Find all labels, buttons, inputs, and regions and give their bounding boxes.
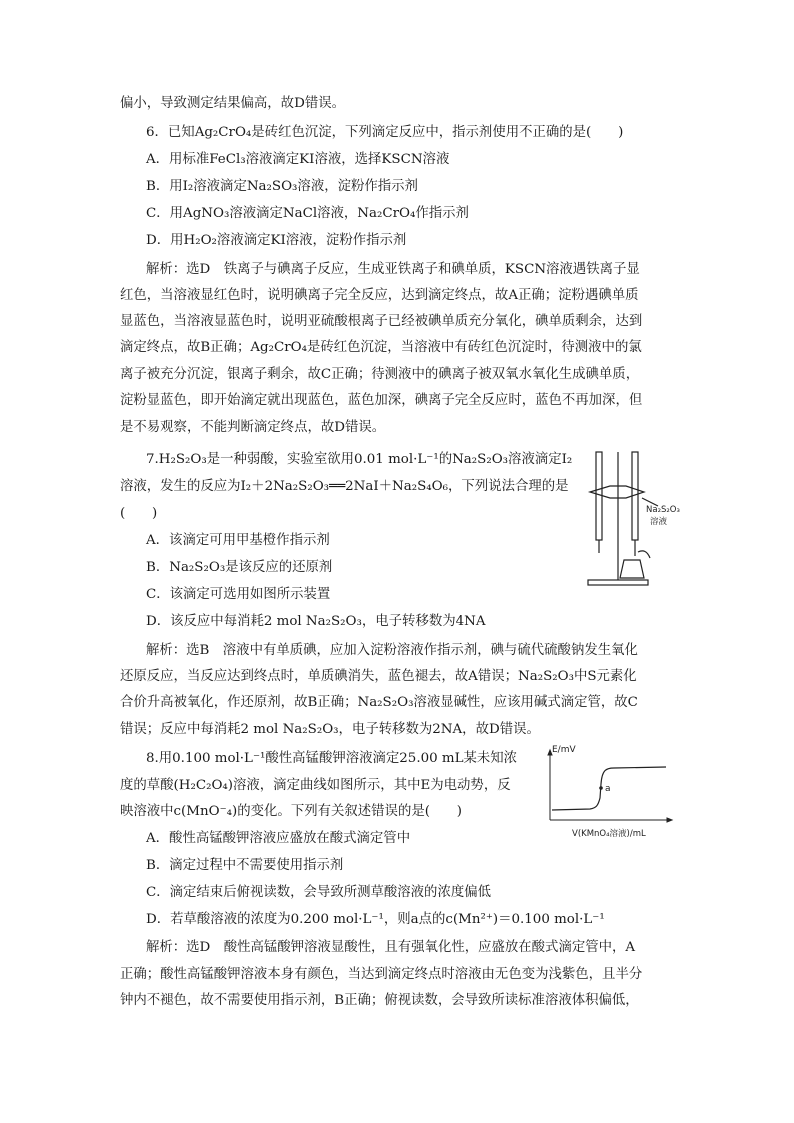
question-6-option-b: B．用I₂溶液滴定Na₂SO₃溶液，淀粉作指示剂 bbox=[146, 179, 418, 194]
x-axis-label: V(KMnO₄溶液)/mL bbox=[572, 829, 646, 839]
question-8-option-d: D．若草酸溶液的浓度为0.200 mol·L⁻¹，则a点的c(Mn²⁺)＝0.100 mol·L⁻¹ bbox=[146, 912, 605, 927]
conical-flask bbox=[620, 560, 644, 578]
question-7-option-b: B．Na₂S₂O₃是该反应的还原剂 bbox=[146, 560, 333, 575]
answer-6-line-5: 离子被充分沉淀，银离子剩余，故C正确；待测液中的碘离子被双氧水氧化生成碘单质， bbox=[120, 367, 640, 382]
question-7-stem-3: ( ) bbox=[120, 506, 158, 521]
question-7-stem-2: 溶液，发生的反应为I₂＋2Na₂S₂O₃══2NaI＋Na₂S₄O₆，下列说法合理的是 bbox=[120, 479, 569, 494]
question-6-option-d: D．用H₂O₂溶液滴定KI溶液，淀粉作指示剂 bbox=[146, 233, 407, 248]
stand-base bbox=[588, 580, 648, 585]
question-8-stem-2: 度的草酸(H₂C₂O₄)溶液，滴定曲线如图所示，其中E为电动势，反 bbox=[120, 778, 511, 793]
question-7-option-c: C．该滴定可选用如图所示装置 bbox=[146, 587, 331, 602]
answer-6-line-1: 解析：选D 铁离子与碘离子反应，生成亚铁离子和碘单质，KSCN溶液遇铁离子显 bbox=[146, 262, 640, 277]
answer-7-line-1: 解析：选B 溶液中有单质碘，应加入淀粉溶液作指示剂，碘与硫代硫酸钠发生氧化 bbox=[146, 643, 638, 658]
answer-8-line-3: 钟内不褪色，故不需要使用指示剂，B正确；俯视读数，会导致所读标准溶液体积偏低， bbox=[120, 993, 639, 1008]
question-8-option-c: C．滴定结束后俯视读数，会导致所测草酸溶液的浓度偏低 bbox=[146, 885, 492, 900]
answer-6-line-3: 显蓝色，当溶液显蓝色时，说明亚硫酸根离子已经被碘单质充分氧化，碘单质剩余，达到 bbox=[120, 314, 643, 329]
question-8-stem-3: 映溶液中c(MnO⁻₄)的变化。下列有关叙述错误的是( ) bbox=[120, 804, 462, 819]
answer-6-line-6: 淀粉显蓝色，即开始滴定就出现蓝色，蓝色加深，碘离子完全反应时，蓝色不再加深，但 bbox=[120, 393, 643, 408]
burette-clamp bbox=[590, 486, 644, 498]
y-axis-label: E/mV bbox=[552, 745, 576, 755]
titration-curve-figure bbox=[538, 742, 678, 842]
answer-6-line-7: 是不易观察，不能判断滴定终点，故D错误。 bbox=[120, 420, 386, 435]
answer-7-line-4: 错误；反应中每消耗2 mol Na₂S₂O₃，电子转移数为2NA，故D错误。 bbox=[120, 722, 540, 737]
question-7-option-d: D．该反应中每消耗2 mol Na₂S₂O₃，电子转移数为4NA bbox=[146, 614, 486, 629]
x-axis-arrow bbox=[667, 818, 672, 822]
point-a-marker bbox=[599, 786, 603, 790]
answer-6-line-2: 红色，当溶液显红色时，说明碘离子完全反应，达到滴定终点，故A正确；淀粉遇碘单质 bbox=[120, 288, 639, 303]
left-burette bbox=[596, 452, 602, 540]
answer-8-line-2: 正确；酸性高锰酸钾溶液本身有颜色，当达到滴定终点时溶液由无色变为浅紫色，且半分 bbox=[120, 967, 643, 982]
answer-6-line-4: 滴定终点，故B正确；Ag₂CrO₄是砖红色沉淀，当溶液中有砖红色沉淀时，待测液中的氯 bbox=[120, 340, 642, 355]
solution-label-2: 溶液 bbox=[650, 517, 668, 527]
question-7-option-a: A．该滴定可用甲基橙作指示剂 bbox=[146, 533, 330, 548]
answer-8-line-1: 解析：选D 酸性高锰酸钾溶液显酸性，且有强氧化性，应盛放在酸式滴定管中，A bbox=[146, 940, 636, 955]
solution-label-1: Na₂S₂O₃ bbox=[646, 505, 680, 515]
question-7-stem-1: 7.H₂S₂O₃是一种弱酸，实验室欲用0.01 mol·L⁻¹的Na₂S₂O₃溶液滴定I₂ bbox=[146, 452, 573, 467]
question-6-option-c: C．用AgNO₃溶液滴定NaCl溶液，Na₂CrO₄作指示剂 bbox=[146, 206, 469, 221]
question-6-option-a: A．用标准FeCl₃溶液滴定KI溶液，选择KSCN溶液 bbox=[146, 152, 450, 167]
answer-7-line-2: 还原反应，当反应达到终点时，单质碘消失，蓝色褪去，故A错误；Na₂S₂O₃中S元素化 bbox=[120, 669, 637, 684]
text-line-1: 偏小，导致测定结果偏高，故D错误。 bbox=[120, 96, 345, 111]
question-8-stem-1: 8.用0.100 mol·L⁻¹酸性高锰酸钾溶液滴定25.00 mL某未知浓 bbox=[146, 751, 518, 766]
question-6-stem: 6．已知Ag₂CrO₄是砖红色沉淀，下列滴定反应中，指示剂使用不正确的是( ) bbox=[146, 125, 624, 140]
point-a-label: a bbox=[605, 784, 611, 794]
question-8-option-b: B．滴定过程中不需要使用指示剂 bbox=[146, 858, 344, 873]
titration-apparatus-figure bbox=[580, 448, 695, 588]
answer-7-line-3: 合价升高被氧化，作还原剂，故B正确；Na₂S₂O₃溶液显碱性，应该用碱式滴定管，故C bbox=[120, 695, 638, 710]
question-8-option-a: A．酸性高锰酸钾溶液应盛放在酸式滴定管中 bbox=[146, 831, 411, 846]
